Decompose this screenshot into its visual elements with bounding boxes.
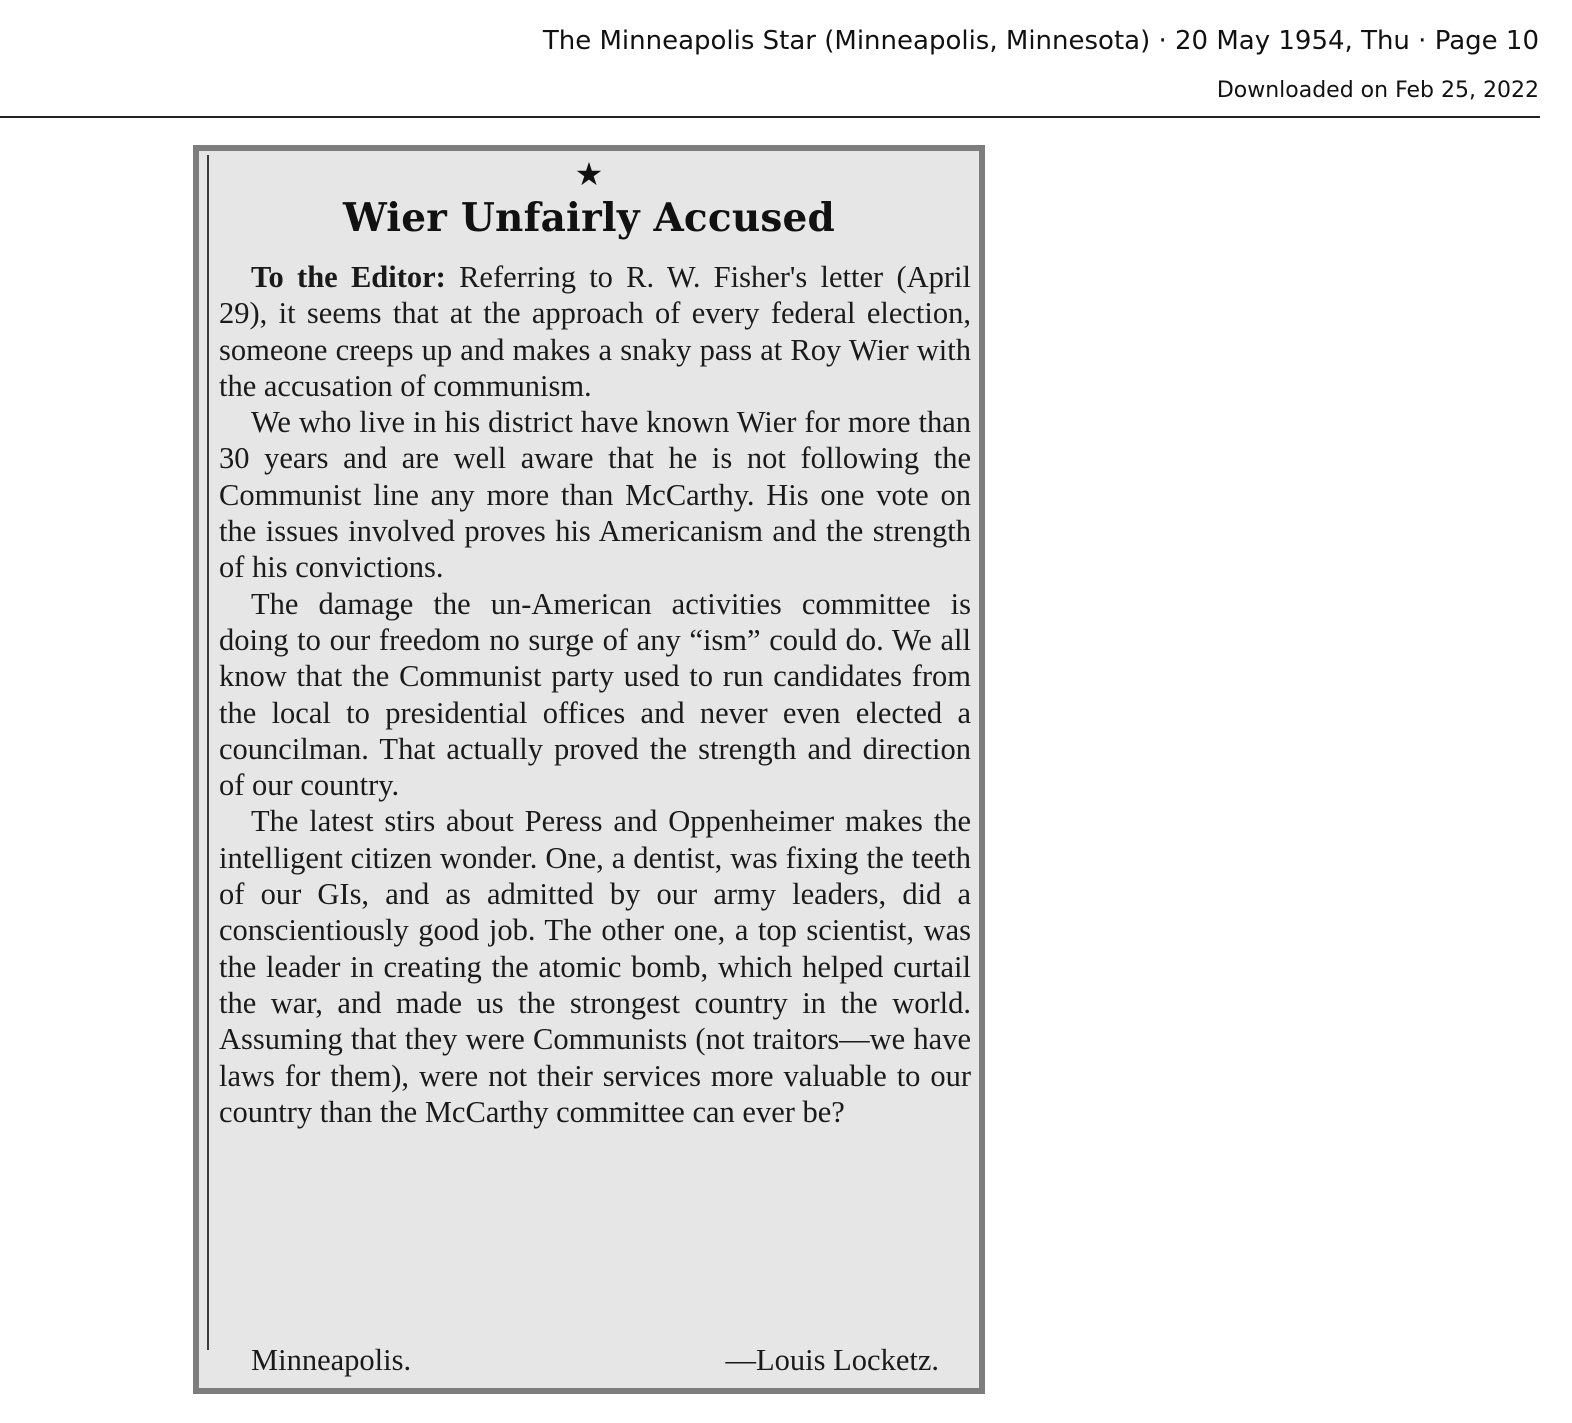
paragraph-3: The damage the un-American activities committee is doing to our freedom no surge of any “ism” could do. We all know that the Communist party used to run candidates from the local to presidential offices and never even elected a councilman. That actually proved the strength and direction of our country. [219, 586, 971, 803]
header-divider [0, 116, 1540, 118]
article-body [219, 259, 971, 1130]
download-date: Downloaded on Feb 25, 2022 [1216, 78, 1539, 103]
salutation: To the Editor: [251, 260, 446, 294]
signoff-city: Minneapolis. [251, 1343, 412, 1377]
paragraph-1-text: Referring to R. W. Fisher's letter (April 29), it seems that at the approach of every federal election, someone creeps up and makes a snaky pass at Roy Wier with the accusation of communism. [219, 260, 971, 403]
star-icon: ★ [574, 155, 604, 193]
paragraph-4: The latest stirs about Peress and Oppenheimer makes the intelligent citizen wonder. One, a dentist, was fixing the teeth of our GIs, and as admitted by our army leaders, did a conscientiously good job. The other one, a top scientist, was the leader in creating the atomic bomb, which helped curtail the war, and made us the strongest country in the world. Assuming that they were Communists (not traitors—we have laws for them), were not their services more valuable to our country than the McCarthy committee can ever be? [219, 804, 971, 1129]
newspaper-clipping [193, 145, 985, 1394]
signoff-author: —Louis Locketz. [725, 1343, 939, 1377]
paragraph-2: We who live in his district have known Wier for more than 30 years and are well aware that he is not following the Communist line any more than McCarthy. His one vote on the issues involved proves his Americanism and the strength of his convictions. [219, 405, 971, 585]
signoff [251, 1343, 939, 1378]
source-citation: The Minneapolis Star (Minneapolis, Minnesota) · 20 May 1954, Thu · Page 10 [542, 26, 1539, 56]
paragraph-1 [219, 259, 971, 404]
article-headline: Wier Unfairly Accused [342, 195, 836, 241]
column-rule [207, 155, 209, 1350]
